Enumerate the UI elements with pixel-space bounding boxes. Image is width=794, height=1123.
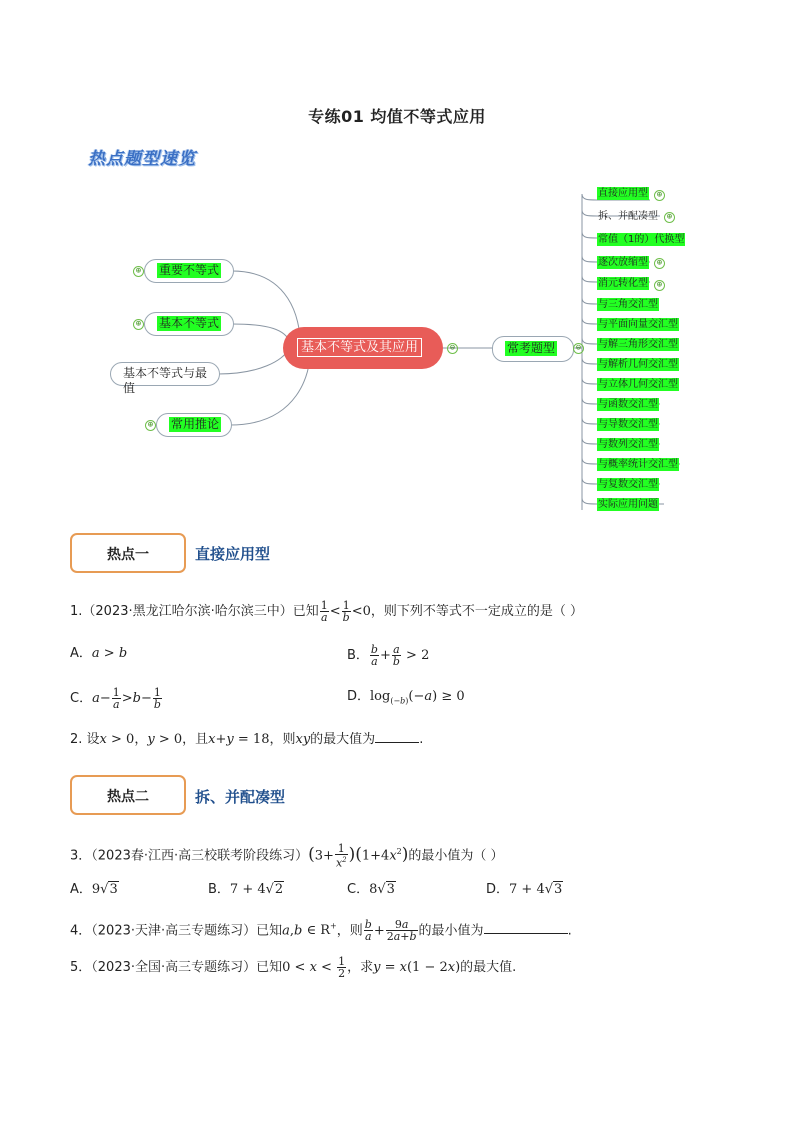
question-text: . [567, 923, 572, 939]
question-5: 5．（2023·全国·高三专题练习）已知0 < x < $\frac{1}{2}$ ，求y = x(1 − 2x)的最大值. [70, 955, 517, 980]
option-label: C． [347, 882, 370, 897]
mindmap-node-common-corollary[interactable] [156, 413, 232, 437]
q1-option-a[interactable]: A．a > b [70, 646, 128, 661]
hotspot-tag-label: 热点二 [107, 789, 149, 805]
hotspot-tag-2 [70, 775, 186, 815]
option-label: D． [347, 689, 371, 704]
collapse-icon[interactable]: ⊖ [573, 343, 584, 354]
question-text: 的最大值. [460, 960, 517, 975]
mindmap-leaf[interactable]: 与解析几何交汇型 [598, 359, 678, 370]
collapse-icon[interactable]: ⊖ [447, 343, 458, 354]
question-3: 3．（2023春·江西·高三校联考阶段练习）(3+ $\frac{1}{x^2}$ )$(1+4x^2)$的最小值为（ ） [70, 842, 504, 870]
q3-option-d[interactable]: D．7 + 4√3 [486, 882, 563, 897]
mindmap-leaf[interactable]: 与概率统计交汇型 [598, 459, 678, 470]
q1-option-c[interactable]: C．a− $\frac{1}{a}$ >b− $\frac{1}{b}$ [70, 686, 161, 711]
q1-option-d[interactable]: D．$\log_{(-b)}(-a) \ge 0$ [347, 689, 465, 706]
mindmap-node-basic-inequality-extrema[interactable] [110, 362, 220, 395]
mindmap-center-node[interactable] [283, 327, 443, 369]
mindmap-leaf[interactable]: 常值（1的）代换型 [598, 234, 685, 245]
question-text: ，则 [336, 923, 363, 939]
question-text: 2. 设 [70, 732, 100, 747]
question-text: . [419, 732, 424, 747]
node-label: 常用推论 [171, 417, 220, 431]
section-banner: 热点题型速览 [88, 149, 196, 169]
option-label: B． [208, 882, 230, 897]
expand-icon[interactable]: ⊕ [654, 258, 665, 269]
expand-icon[interactable]: ⊕ [654, 190, 665, 201]
mindmap-leaf[interactable]: 逐次放缩型 [598, 257, 648, 268]
question-text: ，求 [347, 960, 374, 975]
question-2: 2. 设x > 0，y > 0，且x+y = 18，则xy的最大值为 . [70, 732, 424, 747]
question-text: 1.（2023·黑龙江哈尔滨·哈尔滨三中）已知 [70, 604, 319, 619]
question-text: 3．（2023春·江西·高三校联考阶段练习） [70, 848, 309, 864]
mindmap-node-basic-inequality[interactable] [144, 312, 234, 336]
question-text: ，且 [182, 732, 209, 747]
expand-icon[interactable]: ⊕ [133, 266, 144, 277]
hotspot-title-2: 拆、并配凑型 [195, 788, 286, 806]
mindmap-leaf[interactable]: 与解三角形交汇型 [598, 339, 678, 350]
option-label: B． [347, 648, 369, 663]
expand-icon[interactable]: ⊕ [133, 319, 144, 330]
node-label: 重要不等式 [159, 263, 220, 277]
hotspot-tag-label: 热点一 [107, 547, 149, 563]
expand-icon[interactable]: ⊕ [664, 212, 675, 223]
mindmap-node-important-inequality[interactable] [144, 259, 234, 283]
center-label: 基本不等式及其应用 [297, 338, 422, 357]
mindmap-leaf[interactable]: 拆、并配凑型 [598, 211, 658, 222]
option-label: D． [486, 882, 510, 897]
question-text: 4．（2023·天津·高三专题练习）已知 [70, 923, 283, 939]
option-label: C． [70, 691, 93, 706]
option-label: A． [70, 646, 92, 661]
mindmap-leaf[interactable]: 与复数交汇型 [598, 479, 658, 490]
question-text: 的最小值为（ ） [408, 848, 504, 864]
node-label: 常考题型 [507, 341, 556, 355]
expand-icon[interactable]: ⊕ [145, 420, 156, 431]
mindmap-leaf[interactable]: 与平面向量交汇型 [598, 319, 678, 330]
question-1: 1.（2023·黑龙江哈尔滨·哈尔滨三中）已知 $\frac{1}{a}$ < $\frac{1}{b}$ <0，则下列不等式不一定成立的是（ ） [70, 599, 584, 624]
page-title: 专练01 均值不等式应用 [308, 107, 486, 126]
mindmap-leaf[interactable]: 与立体几何交汇型 [598, 379, 678, 390]
mindmap-leaf[interactable]: 与数列交汇型 [598, 439, 658, 450]
question-text: ，则下列不等式不一定成立的是（ ） [370, 604, 584, 619]
question-4: 4．（2023·天津·高三专题练习）已知a,b ∈ R+，则 $\frac{b}{a}$ + $\frac{9a}{2a+b}$ 的最小值为 . [70, 918, 572, 944]
node-label: 基本不等式 [159, 316, 220, 330]
question-text: ，则 [269, 732, 296, 747]
hotspot-title-1: 直接应用型 [195, 545, 271, 563]
answer-blank[interactable] [484, 933, 568, 934]
hotspot-tag-1 [70, 533, 186, 573]
q3-option-b[interactable]: B．7 + 4√2 [208, 882, 284, 897]
answer-blank[interactable] [375, 742, 419, 743]
mindmap-leaf[interactable]: 与三角交汇型 [598, 299, 658, 310]
question-text: 的最大值为 [310, 732, 376, 747]
question-text: ， [134, 732, 148, 747]
expand-icon[interactable]: ⊕ [654, 280, 665, 291]
mindmap-leaf[interactable]: 直接应用型 [598, 188, 648, 199]
node-label: 基本不等式与最值 [123, 366, 208, 395]
mindmap-leaf[interactable]: 实际应用问题 [598, 499, 658, 510]
q1-option-b[interactable]: B． $\frac{b}{a}$ + $\frac{a}{b}$ > 2 [347, 643, 430, 668]
q3-option-c[interactable]: C．8√3 [347, 882, 395, 897]
mindmap-node-common-types[interactable] [492, 336, 574, 362]
question-text: 5．（2023·全国·高三专题练习）已知 [70, 960, 283, 975]
mindmap-leaf[interactable]: 消元转化型 [598, 278, 648, 289]
q3-option-a[interactable]: A．9√3 [70, 882, 118, 897]
mindmap-leaf[interactable]: 与导数交汇型 [598, 419, 658, 430]
option-label: A． [70, 882, 92, 897]
mindmap-leaf[interactable]: 与函数交汇型 [598, 399, 658, 410]
question-text: 的最小值为 [418, 923, 484, 939]
